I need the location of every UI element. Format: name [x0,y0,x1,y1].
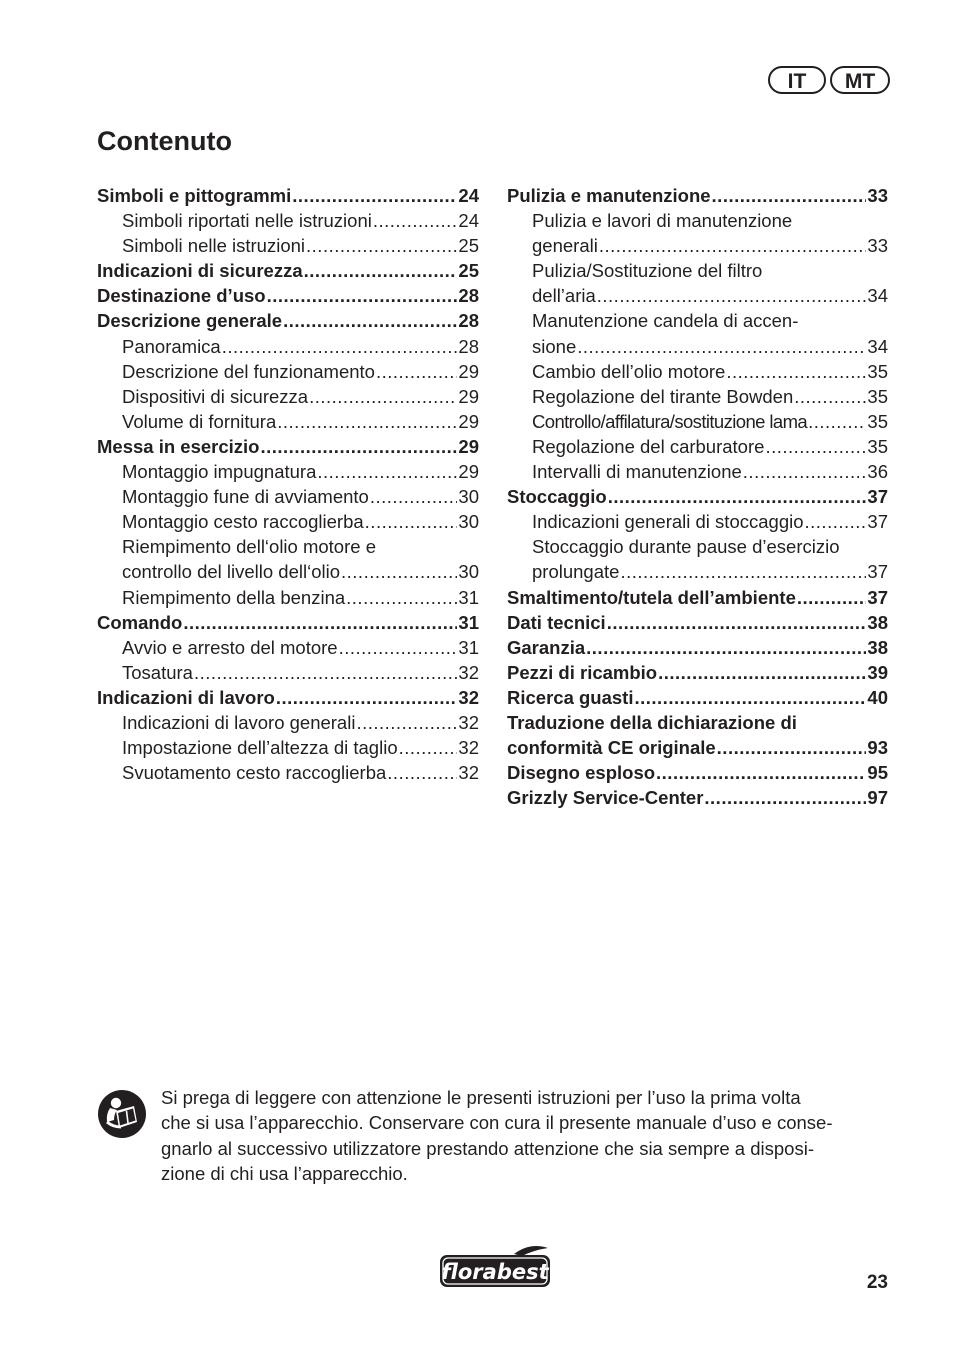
toc-entry-page: 97 [867,787,888,809]
toc-entry [507,334,888,359]
toc-entry-title: Stoccaggio [507,486,607,508]
toc-entry [97,534,479,559]
toc-leader-dots [260,434,457,459]
toc-leader-dots [283,308,457,333]
toc-entry-title: prolungate [532,561,620,583]
toc-entry [97,334,479,359]
toc-entry [507,735,888,760]
toc-entry [97,685,479,710]
toc-entry [507,258,888,283]
toc-leader-dots [277,409,457,434]
toc-entry-title: Indicazioni di lavoro generali [122,711,356,733]
toc-leader-dots [726,359,866,384]
toc-entry-title: Montaggio fune di avviamento [122,486,369,508]
toc-leader-dots [743,459,867,484]
toc-leader-dots [797,585,867,610]
toc-leader-dots [267,283,458,308]
toc-entry-title: Disegno esploso [507,762,656,784]
toc-entry-page: 28 [458,310,479,332]
toc-entry-title: Regolazione del tirante Bowden [532,385,794,407]
toc-leader-dots [341,559,457,584]
notice-text [161,1085,892,1186]
toc-entry-title: Simboli nelle istruzioni [122,235,306,257]
toc-leader-dots [599,233,867,258]
toc-entry [97,635,479,660]
toc-entry [507,484,888,509]
toc-entry-page: 32 [458,686,479,708]
toc-entry-title: Indicazioni di sicurezza [97,260,303,282]
toc-entry [97,384,479,409]
toc-entry [97,233,479,258]
toc-entry-title: Pezzi di ricambio [507,661,658,683]
toc-entry-page: 35 [867,385,888,407]
toc-entry [507,509,888,534]
toc-entry-title: Intervalli di manutenzione [532,461,742,483]
toc-entry [507,359,888,384]
toc-entry-title: Svuotamento cesto raccoglierba [122,762,387,784]
toc-entry-page: 24 [458,210,479,232]
toc-leader-dots [620,559,866,584]
toc-entry-page: 33 [867,235,888,257]
toc-entry-title: Pulizia e lavori di manutenzione [532,210,793,232]
toc-entry-page: 93 [867,737,888,759]
toc-leader-dots [717,735,867,760]
toc-entry-title: Simboli riportati nelle istruzioni [122,210,372,232]
toc-column-right [507,183,888,810]
toc-entry-title: Grizzly Service-Center [507,787,704,809]
toc-entry [97,509,479,534]
toc-entry-title: Montaggio impugnatura [122,461,317,483]
toc-entry-page: 35 [867,410,888,432]
toc-entry [97,359,479,384]
toc-entry [97,760,479,785]
toc-leader-dots [608,484,867,509]
toc-entry-title: Montaggio cesto raccoglierba [122,511,364,533]
toc-leader-dots [376,359,457,384]
toc-entry-title: Volume di fornitura [122,410,277,432]
toc-leader-dots [805,509,867,534]
language-badges [768,66,890,94]
toc-entry [507,534,888,559]
toc-entry-title: Tosatura [122,661,193,683]
toc-entry-title: conformità CE originale [507,737,716,759]
toc-leader-dots [306,233,457,258]
toc-entry-page: 37 [867,586,888,608]
language-badge-mt: MT [830,66,890,94]
toc-entry-page: 34 [867,335,888,357]
toc-entry-page: 29 [458,410,479,432]
toc-entry-page: 32 [458,737,479,759]
read-manual-icon [97,1089,147,1139]
toc-leader-dots [183,610,457,635]
toc-entry-page: 29 [458,360,479,382]
toc-entry-page: 35 [867,435,888,457]
page-number: 23 [866,1272,888,1293]
notice-line: che si usa l’apparecchio. Conservare con cura il presente manuale d’uso e conse- [161,1112,833,1134]
toc-entry-title: Messa in esercizio [97,435,260,457]
toc-leader-dots [656,760,866,785]
toc-entry [507,308,888,333]
toc-leader-dots [634,685,866,710]
toc-entry-title: Comando [97,611,183,633]
toc-entry-title: dell’aria [532,285,596,307]
toc-entry-page: 39 [867,661,888,683]
toc-entry-page: 29 [458,435,479,457]
notice-line: gnarlo al successivo utilizzatore prestando attenzione che sia sempre a disposi- [161,1137,814,1159]
toc-entry-title: Riempimento della benzina [122,586,346,608]
toc-entry [97,208,479,233]
toc-entry-page: 29 [458,385,479,407]
toc-entry-page: 30 [458,511,479,533]
toc-entry-page: 35 [867,360,888,382]
toc-entry-page: 25 [458,235,479,257]
toc-leader-dots [765,434,866,459]
toc-entry-title: Descrizione del funzionamento [122,360,375,382]
toc-entry-page: 95 [867,762,888,784]
toc-entry-title: Pulizia/Sostituzione del filtro [532,260,763,282]
toc-entry-page: 31 [458,611,479,633]
toc-entry-title: Controllo/affilatura/sostituzione lama [532,410,808,432]
toc-entry [97,459,479,484]
toc-entry-title: Pulizia e manutenzione [507,185,711,206]
toc-entry-page: 30 [458,561,479,583]
toc-entry-title: Panoramica [122,335,221,357]
toc-leader-dots [387,760,457,785]
toc-entry-page: 37 [867,561,888,583]
toc-entry [97,434,479,459]
toc-leader-dots [658,660,866,685]
toc-entry-title: Manutenzione candela di accen- [532,310,799,332]
notice-line: Si prega di leggere con attenzione le presenti istruzioni per l’uso la prima volta [161,1087,801,1108]
toc-leader-dots [586,635,866,660]
toc-leader-dots [276,685,458,710]
toc-entry [97,585,479,610]
toc-entry [97,258,479,283]
toc-entry-page: 25 [458,260,479,282]
toc-entry-title: Simboli e pittogrammi [97,185,292,206]
toc-entry [507,434,888,459]
toc-entry-page: 28 [458,335,479,357]
toc-entry-title: sione [532,335,577,357]
language-badge-it: IT [768,66,826,94]
toc-entry-title: Regolazione del carburatore [532,435,765,457]
toc-entry-page: 36 [867,461,888,483]
toc-entry-title: Smaltimento/tutela dell’ambiente [507,586,796,608]
toc-entry [97,409,479,434]
toc-entry-title: Dispositivi di sicurezza [122,385,309,407]
toc-leader-dots [317,459,457,484]
toc-entry-page: 29 [458,461,479,483]
florabest-logo [438,1244,552,1290]
toc-leader-dots [607,610,867,635]
toc-entry-page: 34 [867,285,888,307]
toc-entry-page: 31 [458,586,479,608]
toc-leader-dots [292,183,457,208]
toc-leader-dots [346,585,457,610]
toc-entry-title: Dati tecnici [507,611,606,633]
toc-entry [97,710,479,735]
toc-entry-title: controllo del livello dell‘olio [122,561,341,583]
toc-entry [507,559,888,584]
toc-entry [507,710,888,735]
toc-leader-dots [309,384,457,409]
toc-entry [507,283,888,308]
toc-entry [97,735,479,760]
toc-entry [507,685,888,710]
toc-leader-dots [808,409,866,434]
toc-entry-page: 37 [867,486,888,508]
toc-leader-dots [370,484,458,509]
toc-entry-title: Avvio e arresto del motore [122,636,338,658]
toc-entry-title: Indicazioni generali di stoccaggio [532,511,804,533]
toc-leader-dots [222,334,458,359]
toc-entry-title: Riempimento dell‘olio motore e [122,536,376,558]
toc-leader-dots [356,710,457,735]
toc-entry-page: 38 [867,636,888,658]
toc-entry [97,308,479,333]
toc-entry-page: 38 [867,611,888,633]
toc-entry [507,635,888,660]
toc-leader-dots [373,208,458,233]
toc-entry-page: 28 [458,285,479,307]
toc-entry [507,183,888,208]
toc-leader-dots [194,660,457,685]
toc-entry-title: Descrizione generale [97,310,283,332]
toc-leader-dots [704,785,866,810]
toc-entry [507,660,888,685]
logo-text: florabest [441,1260,549,1284]
toc-entry-page: 37 [867,511,888,533]
toc-leader-dots [597,283,867,308]
toc-entry [507,785,888,810]
toc-entry-title: Stoccaggio durante pause d’esercizio [532,536,840,558]
toc-entry-title: Indicazioni di lavoro [97,686,275,708]
toc-entry [97,183,479,208]
toc-entry [507,208,888,233]
toc-entry [507,585,888,610]
toc-entry [507,384,888,409]
toc-entry [97,283,479,308]
toc-entry-title: Impostazione dell’altezza di taglio [122,737,398,759]
toc-entry [507,233,888,258]
toc-entry [507,610,888,635]
toc-entry-page: 30 [458,486,479,508]
toc-entry-page: 40 [867,686,888,708]
toc-entry [507,760,888,785]
toc-entry [97,559,479,584]
toc-entry-page: 24 [458,185,479,206]
toc-leader-dots [399,735,458,760]
toc-entry-title: generali [532,235,598,257]
toc-entry-page: 32 [458,661,479,683]
toc-entry-title: Cambio dell’olio motore [532,360,726,382]
toc-leader-dots [577,334,866,359]
toc-leader-dots [712,183,867,208]
toc-entry [507,409,888,434]
toc-entry-page: 33 [867,185,888,206]
toc-entry-page: 31 [458,636,479,658]
toc-entry [97,484,479,509]
toc-entry [97,610,479,635]
notice-line: zione di chi usa l’apparecchio. [161,1162,408,1184]
toc-entry [507,459,888,484]
toc-entry-title: Traduzione della dichiarazione di [507,711,797,733]
toc-entry-title: Destinazione d’uso [97,285,266,307]
toc-leader-dots [339,635,458,660]
toc-entry-page: 32 [458,711,479,733]
toc-leader-dots [365,509,458,534]
toc-entry-title: Ricerca guasti [507,686,634,708]
page-title: Contenuto [97,126,232,156]
toc-leader-dots [794,384,866,409]
toc-leader-dots [304,258,458,283]
toc-entry-page: 32 [458,762,479,784]
toc-entry-title: Garanzia [507,636,586,658]
toc-column-left [97,183,479,785]
toc-entry [97,660,479,685]
